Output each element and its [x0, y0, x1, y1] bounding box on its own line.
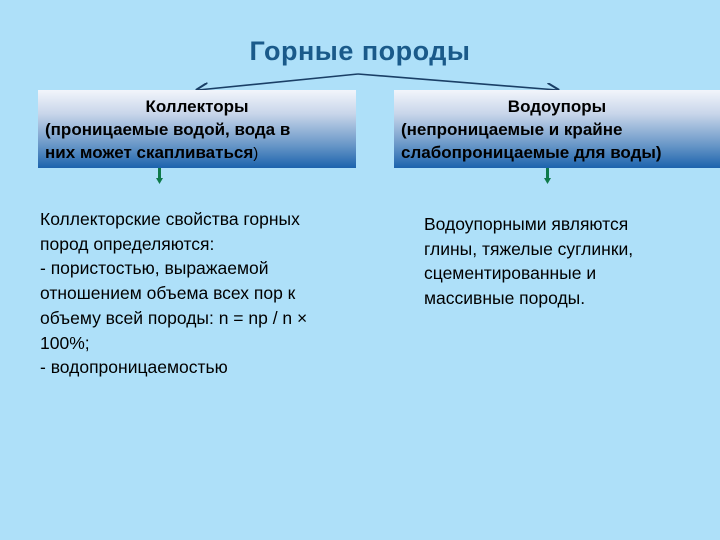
branch-line-left: [198, 74, 358, 90]
aquitards-heading: Водоупоры: [507, 97, 607, 116]
aquitards-description: Водоупорными являются глины, тяжелые суглинки, сцементированные и массивные породы.: [424, 214, 634, 309]
collectors-subtitle-close: ): [253, 145, 259, 162]
aquitards-subtitle: (непроницаемые и крайне слабопроницаемые для воды): [401, 120, 662, 162]
branch-line-right: [358, 74, 557, 90]
diagram-title: Горные породы: [249, 36, 471, 66]
collectors-subtitle: (проницаемые водой, вода в них может скапливаться: [45, 120, 291, 162]
down-arrow-icon-right: [544, 168, 551, 184]
collectors-box: [38, 90, 356, 168]
collectors-subtitle-wrap: [38, 118, 356, 165]
collectors-description: Коллекторские свойства горных пород определяются: - пористостью, выражаемой отношением объема всех пор к объему всей породы: n = np / n × 100%; - водопроницаемостью: [40, 209, 308, 378]
aquitards-box: [394, 90, 720, 168]
down-arrow-icon-left: [156, 168, 163, 184]
collectors-heading: Коллекторы: [145, 97, 249, 116]
